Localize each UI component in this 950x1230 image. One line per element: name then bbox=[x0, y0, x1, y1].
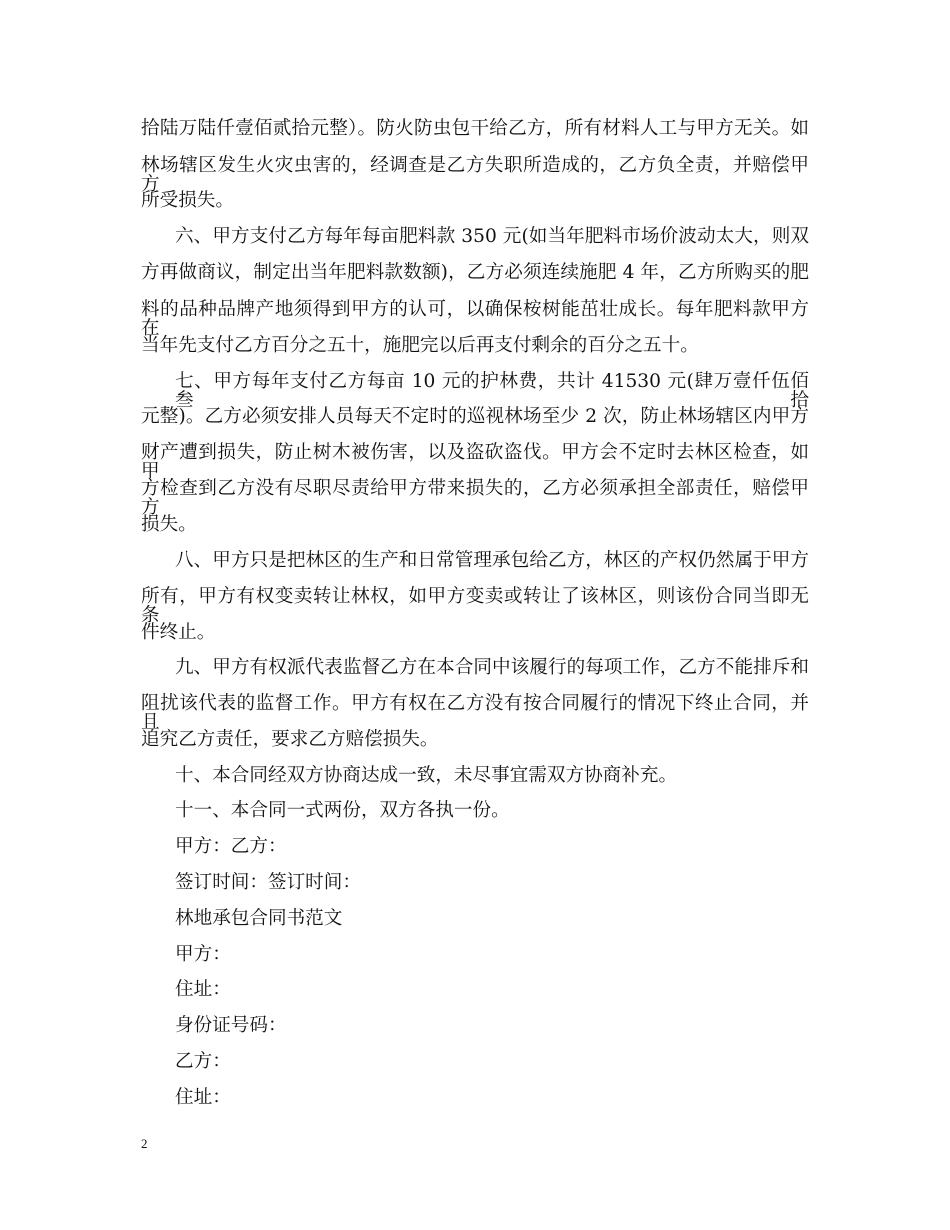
clause-6-first-line: 六、甲方支付乙方每年每亩肥料款 350 元(如当年肥料市场价波动太大，则双 bbox=[175, 226, 809, 247]
signature-parties: 甲方：乙方： bbox=[175, 836, 287, 857]
text-line: 所有，甲方有权变卖转让林权，如甲方变卖或转让了该林区，则该份合同当即无条 bbox=[141, 586, 809, 626]
party-b-field: 乙方： bbox=[175, 1051, 231, 1072]
clause-8-first-line: 八、甲方只是把林区的生产和日常管理承包给乙方，林区的产权仍然属于甲方 bbox=[175, 550, 809, 571]
signature-time: 签订时间：签订时间： bbox=[175, 872, 361, 893]
text-line: 元整)。乙方必须安排人员每天不定时的巡视林场至少 2 次，防止林场辖区内甲方 bbox=[141, 406, 809, 427]
address-field: 住址： bbox=[175, 1087, 231, 1108]
party-a-field: 甲方： bbox=[175, 944, 231, 965]
text-line: 方再做商议，制定出当年肥料款数额)，乙方必须连续施肥 4 年，乙方所购买的肥 bbox=[141, 262, 809, 283]
id-number-field: 身份证号码： bbox=[175, 1015, 287, 1036]
text-line: 方检查到乙方没有尽职尽责给甲方带来损失的，乙方必须承担全部责任，赔偿甲方 bbox=[141, 478, 809, 518]
text-line: 阻扰该代表的监督工作。甲方有权在乙方没有按合同履行的情况下终止合同，并且 bbox=[141, 693, 809, 733]
text-line: 林场辖区发生火灾虫害的，经调查是乙方失职所造成的，乙方负全责，并赔偿甲方 bbox=[141, 155, 809, 195]
text-line: 件终止。 bbox=[141, 622, 216, 643]
page-number: 2 bbox=[141, 1136, 148, 1151]
clause-10: 十、本合同经双方协商达成一致，未尽事宜需双方协商补充。 bbox=[175, 765, 678, 786]
clause-7-first-line: 七、甲方每年支付乙方每亩 10 元的护林费，共计 41530 元(肆万壹仟伍佰叁拾 bbox=[175, 371, 809, 411]
text-line: 损失。 bbox=[141, 514, 197, 535]
clause-9-first-line: 九、甲方有权派代表监督乙方在本合同中该履行的每项工作，乙方不能排斥和 bbox=[175, 657, 809, 678]
clause-11: 十一、本合同一式两份，双方各执一份。 bbox=[175, 800, 510, 821]
text-line: 当年先支付乙方百分之五十，施肥完以后再支付剩余的百分之五十。 bbox=[141, 335, 699, 356]
text-line: 追究乙方责任，要求乙方赔偿损失。 bbox=[141, 729, 439, 750]
text-line: 料的品种品牌产地须得到甲方的认可，以确保桉树能茁壮成长。每年肥料款甲方在 bbox=[141, 299, 809, 339]
text-line: 所受损失。 bbox=[141, 190, 234, 211]
text-line: 财产遭到损失，防止树木被伤害，以及盗砍盗伐。甲方会不定时去林区检查，如甲 bbox=[141, 442, 809, 482]
template-title: 林地承包合同书范文 bbox=[175, 908, 343, 929]
text-line: 拾陆万陆仟壹佰贰拾元整）。防火防虫包干给乙方，所有材料人工与甲方无关。如 bbox=[141, 118, 809, 139]
address-field: 住址： bbox=[175, 979, 231, 1000]
